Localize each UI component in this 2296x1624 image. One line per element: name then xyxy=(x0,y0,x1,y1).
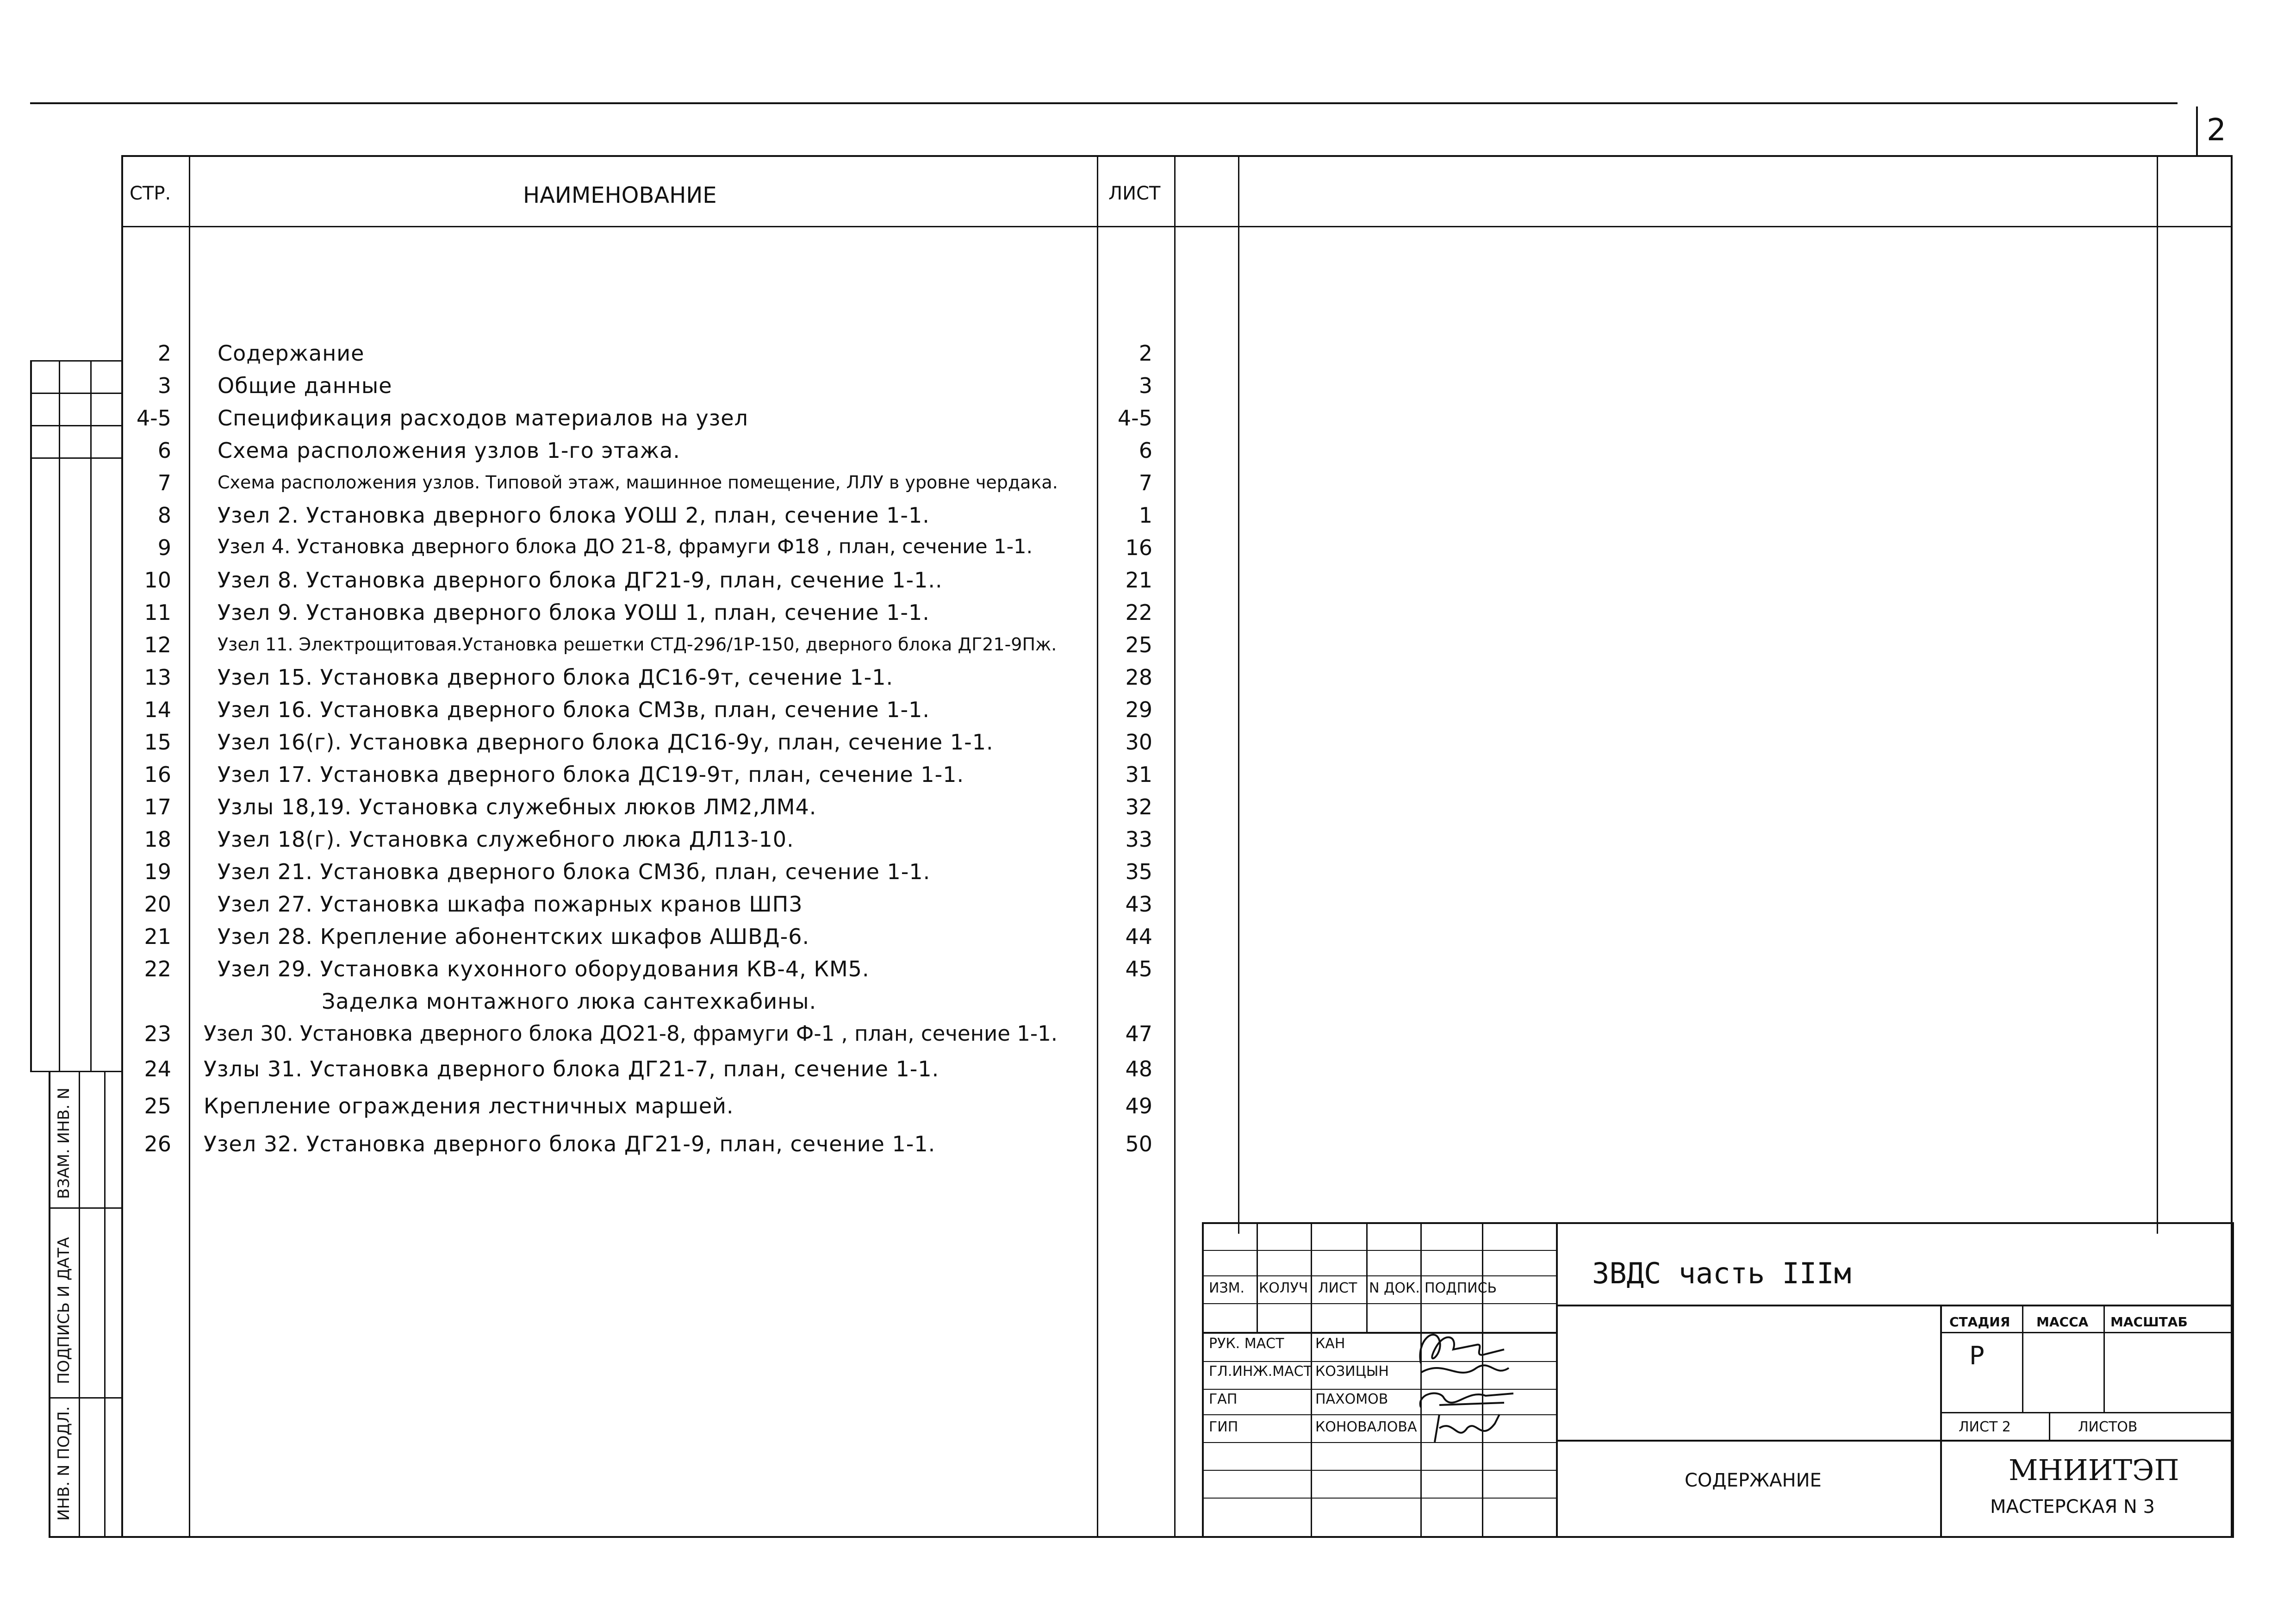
hdr-koluch: КОЛУЧ xyxy=(1259,1280,1308,1296)
row-name: Узлы 18,19. Установка служебных люков ЛМ2,ЛМ4. xyxy=(218,794,817,819)
row-sheet: 50 xyxy=(1125,1131,1152,1156)
hdr-ndok: N ДОК. xyxy=(1369,1280,1420,1296)
row-sheet: 7 xyxy=(1139,470,1152,495)
row-page: 22 xyxy=(144,956,171,981)
row-name: Узел 9. Установка дверного блока УОШ 1, план, сечение 1-1. xyxy=(218,600,930,625)
row-sheet: 35 xyxy=(1125,859,1152,884)
row-sheet: 4-5 xyxy=(1117,406,1152,431)
row-page: 9 xyxy=(157,535,171,560)
row-sheet: 44 xyxy=(1125,924,1152,949)
col-line-3 xyxy=(1174,155,1176,1537)
row-page: 13 xyxy=(144,665,171,690)
person-name: КОЗИЦЫН xyxy=(1315,1363,1389,1380)
side-label-podpis: ПОДПИСЬ И ДАТА xyxy=(55,1237,73,1384)
row-name: Узел 4. Установка дверного блока ДО 21-8, фрамуги Ф18 , план, сечение 1-1. xyxy=(218,535,1033,558)
mass-label: МАССА xyxy=(2036,1314,2089,1330)
row-sheet: 22 xyxy=(1125,600,1152,625)
side-label-inv: ИНВ. N ПОДЛ. xyxy=(55,1406,73,1521)
outer-frame-top xyxy=(121,155,2232,157)
row-sheet: 1 xyxy=(1139,503,1152,528)
row-sheet: 32 xyxy=(1125,794,1152,819)
row-name: Спецификация расходов материалов на узел xyxy=(218,406,748,431)
row-sheet: 47 xyxy=(1125,1021,1152,1046)
row-sheet: 31 xyxy=(1125,762,1152,787)
row-page: 14 xyxy=(144,697,171,722)
side-label-vzam: ВЗАМ. ИНВ. N xyxy=(55,1087,73,1199)
row-sheet: 21 xyxy=(1125,568,1152,593)
signature-konovalova xyxy=(1425,1410,1509,1447)
hdr-list: ЛИСТ xyxy=(1318,1280,1357,1296)
row-page: 11 xyxy=(144,600,171,625)
row-page: 24 xyxy=(144,1056,171,1081)
org-dept: МАСТЕРСКАЯ N 3 xyxy=(1990,1496,2155,1518)
row-sheet: 45 xyxy=(1125,956,1152,981)
col-line-1 xyxy=(189,155,190,1537)
org-name: МНИИТЭП xyxy=(2009,1453,2179,1487)
row-page: 2 xyxy=(157,341,171,366)
scale-label: МАСШТАБ xyxy=(2110,1314,2188,1330)
row-sheet: 29 xyxy=(1125,697,1152,722)
person-name: ПАХОМОВ xyxy=(1315,1391,1388,1407)
row-page: 17 xyxy=(144,794,171,819)
row-page: 10 xyxy=(144,568,171,593)
page-number: 2 xyxy=(2207,112,2226,148)
row-name: Общие данные xyxy=(218,373,392,398)
row-sheet: 16 xyxy=(1125,535,1152,560)
header-sheet: ЛИСТ xyxy=(1108,183,1161,204)
stage-value: Р xyxy=(1969,1341,1985,1370)
col-line-4 xyxy=(1238,155,1239,1234)
row-name: Узел 16. Установка дверного блока СМ3в, план, сечение 1-1. xyxy=(218,697,930,722)
row-sheet: 6 xyxy=(1139,438,1152,463)
row-name: Схема расположения узлов. Типовой этаж, машинное помещение, ЛЛУ в уровне чердака. xyxy=(218,472,1058,493)
row-page: 15 xyxy=(144,730,171,755)
col-line-5 xyxy=(2157,155,2158,1234)
row-name: Узел 28. Крепление абонентских шкафов АШВД-6. xyxy=(218,924,810,949)
row-page: 18 xyxy=(144,827,171,852)
row-name: Узел 15. Установка дверного блока ДС16-9т, сечение 1-1. xyxy=(218,665,894,690)
stage-label: СТАДИЯ xyxy=(1949,1314,2010,1330)
header-name: НАИМЕНОВАНИЕ xyxy=(523,182,717,208)
person-role: ГАП xyxy=(1209,1391,1238,1407)
hdr-izm: ИЗМ. xyxy=(1209,1280,1245,1296)
row-page: 19 xyxy=(144,859,171,884)
row-page: 21 xyxy=(144,924,171,949)
row-name: Узлы 31. Установка дверного блока ДГ21-7, план, сечение 1-1. xyxy=(204,1056,940,1081)
row-page: 7 xyxy=(157,470,171,495)
row-name: Узел 11. Электрощитовая.Установка решетки СТД-296/1Р-150, дверного блока ДГ21-9Пж. xyxy=(218,634,1057,655)
sheet-label: ЛИСТ 2 xyxy=(1959,1419,2011,1435)
row-sheet: 3 xyxy=(1139,373,1152,398)
header-page: СТР. xyxy=(130,183,171,204)
sheets-label: ЛИСТОВ xyxy=(2078,1419,2138,1435)
row-name: Узел 16(г). Установка дверного блока ДС16-9у, план, сечение 1-1. xyxy=(218,730,994,755)
row-name: Заделка монтажного люка сантехкабины. xyxy=(322,989,817,1014)
row-page: 20 xyxy=(144,892,171,917)
side-stamp xyxy=(30,360,121,1536)
row-sheet: 28 xyxy=(1125,665,1152,690)
person-name: КОНОВАЛОВА xyxy=(1315,1419,1417,1435)
row-page: 12 xyxy=(144,632,171,657)
person-role: ГИП xyxy=(1209,1419,1238,1435)
row-sheet: 33 xyxy=(1125,827,1152,852)
person-name: КАН xyxy=(1315,1336,1345,1352)
row-name: Узел 30. Установка дверного блока ДО21-8, фрамуги Ф-1 , план, сечение 1-1. xyxy=(204,1021,1058,1046)
top-border xyxy=(30,102,2178,104)
row-name: Узел 27. Установка шкафа пожарных кранов ШП3 xyxy=(218,892,803,917)
row-page: 26 xyxy=(144,1131,171,1156)
row-page: 8 xyxy=(157,503,171,528)
doc-title: СОДЕРЖАНИЕ xyxy=(1685,1470,1822,1491)
row-name: Узел 18(г). Установка служебного люка ДЛ13-10. xyxy=(218,827,794,852)
row-name: Крепление ограждения лестничных маршей. xyxy=(204,1093,734,1118)
person-role: ГЛ.ИНЖ.МАСТ xyxy=(1209,1363,1312,1380)
row-page: 16 xyxy=(144,762,171,787)
row-page: 4-5 xyxy=(136,406,171,431)
signature-kozitsyn xyxy=(1416,1354,1518,1387)
row-page: 25 xyxy=(144,1093,171,1118)
header-underline xyxy=(121,226,2232,227)
row-page: 3 xyxy=(157,373,171,398)
person-role: РУК. МАСТ xyxy=(1209,1336,1284,1352)
row-name: Узел 29. Установка кухонного оборудования КВ-4, КМ5. xyxy=(218,956,870,981)
hdr-podpis: ПОДПИСЬ xyxy=(1425,1280,1497,1296)
row-name: Узел 8. Установка дверного блока ДГ21-9, план, сечение 1-1.. xyxy=(218,568,943,593)
row-sheet: 25 xyxy=(1125,632,1152,657)
row-name: Содержание xyxy=(218,341,365,366)
row-name: Узел 32. Установка дверного блока ДГ21-9, план, сечение 1-1. xyxy=(204,1131,936,1156)
doc-code: 3ВДС часть IIIм xyxy=(1592,1256,1851,1290)
row-page: 23 xyxy=(144,1021,171,1046)
row-sheet: 2 xyxy=(1139,341,1152,366)
row-sheet: 43 xyxy=(1125,892,1152,917)
row-sheet: 49 xyxy=(1125,1093,1152,1118)
row-name: Узел 2. Установка дверного блока УОШ 2, план, сечение 1-1. xyxy=(218,503,930,528)
row-name: Узел 17. Установка дверного блока ДС19-9т, план, сечение 1-1. xyxy=(218,762,964,787)
row-sheet: 30 xyxy=(1125,730,1152,755)
row-name: Схема расположения узлов 1-го этажа. xyxy=(218,438,680,463)
row-name: Узел 21. Установка дверного блока СМ3б, план, сечение 1-1. xyxy=(218,859,931,884)
row-page: 6 xyxy=(157,438,171,463)
row-sheet: 48 xyxy=(1125,1056,1152,1081)
